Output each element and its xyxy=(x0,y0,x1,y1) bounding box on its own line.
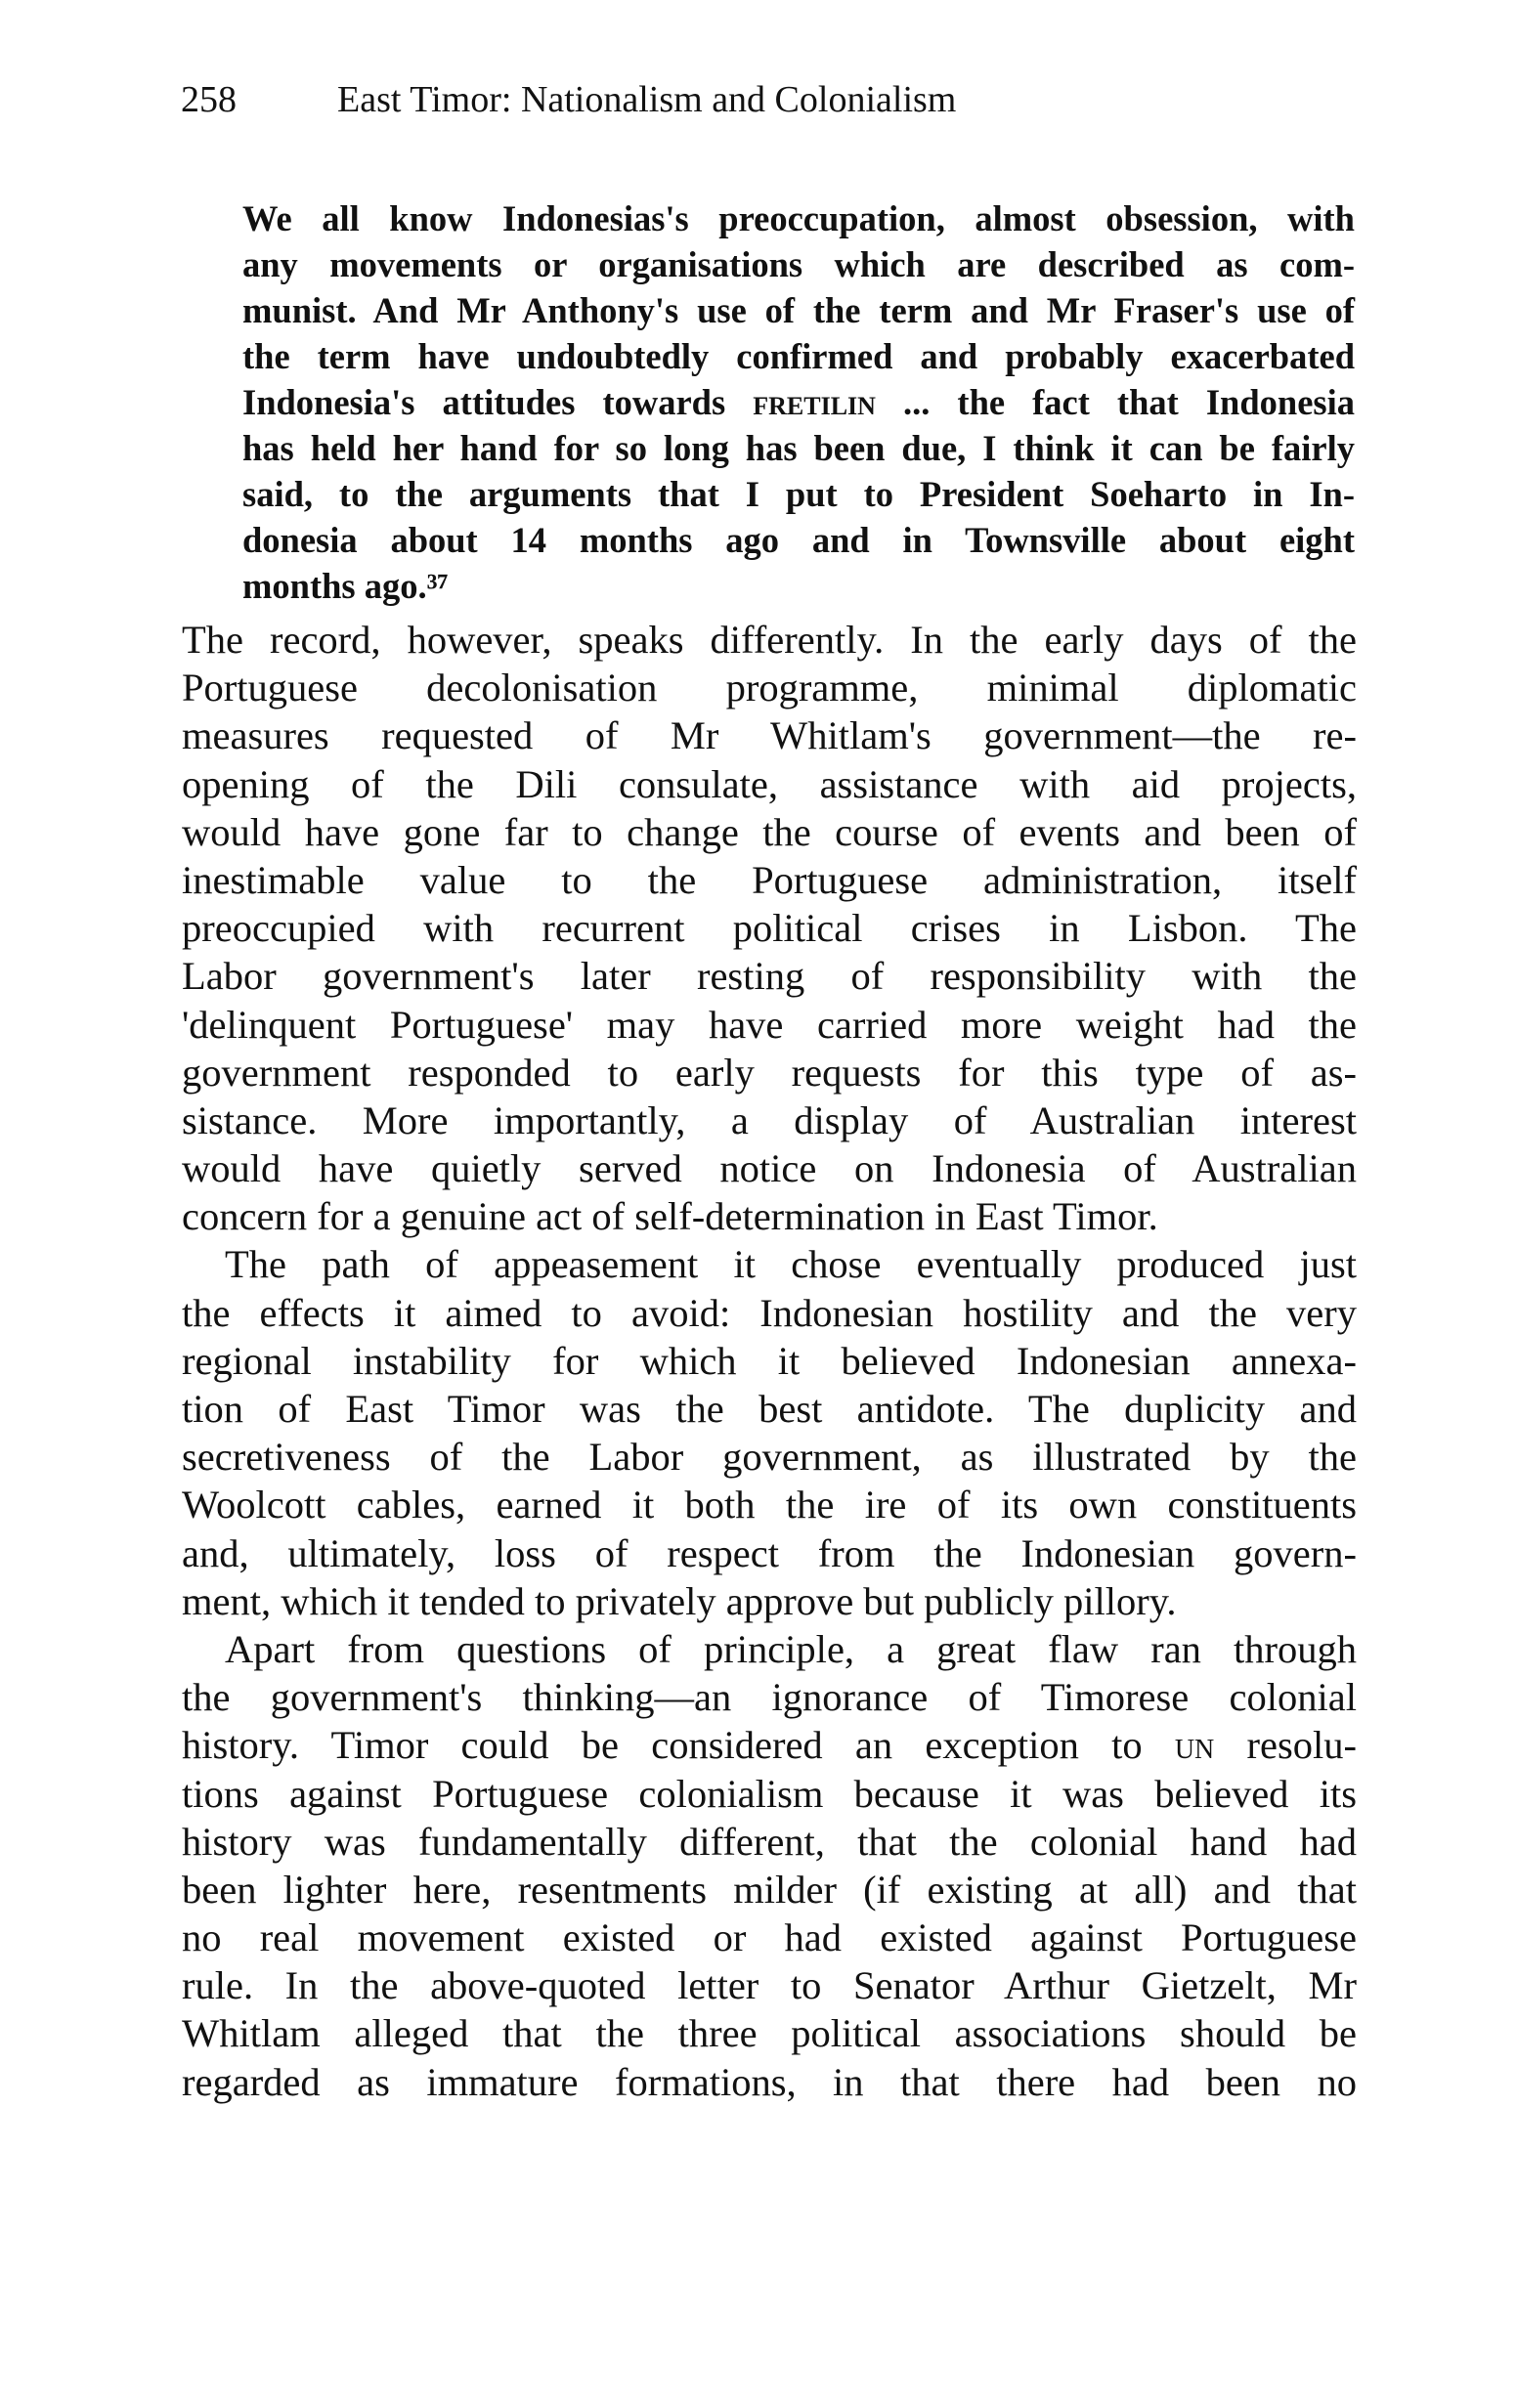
text-line: inestimable value to the Portuguese administration, itself xyxy=(182,857,1357,902)
text-line: history. Timor could be considered an exception to un resolu- xyxy=(182,1723,1357,1768)
quote-line: said, to the arguments that I put to President Soeharto in In- xyxy=(242,474,1355,514)
quote-line: months ago.³⁷ xyxy=(242,566,449,606)
text-line: rule. In the above-quoted letter to Senator Arthur Gietzelt, Mr xyxy=(182,1963,1357,2008)
text-line: tions against Portuguese colonialism because it was believed its xyxy=(182,1771,1357,1816)
text-line: Whitlam alleged that the three political associations should be xyxy=(182,2011,1357,2056)
text-line: secretiveness of the Labor government, as illustrated by the xyxy=(182,1435,1357,1480)
text-line: ment, which it tended to privately approve but publicly pillory. xyxy=(182,1578,1177,1623)
quote-line: munist. And Mr Anthony's use of the term and Mr Fraser's use of xyxy=(242,290,1355,330)
body-text xyxy=(182,616,1357,2106)
quote-line: the term have undoubtedly confirmed and probably exacerbated xyxy=(242,336,1355,376)
paragraph xyxy=(182,1625,1357,2106)
text-line: would have gone far to change the course of events and been of xyxy=(182,809,1357,854)
text-line: Woolcott cables, earned it both the ire of its own constituents xyxy=(182,1483,1357,1527)
text-line: opening of the Dili consulate, assistance with aid projects, xyxy=(182,761,1357,806)
text-line: no real movement existed or had existed against Portuguese xyxy=(182,1915,1357,1960)
text-line: history was fundamentally different, that the colonial hand had xyxy=(182,1819,1357,1864)
small-caps-abbreviation: un xyxy=(1174,1723,1215,1768)
quote-line: donesia about 14 months ago and in Townsville about eight xyxy=(242,520,1355,560)
text-line: regional instability for which it believed Indonesian annexa- xyxy=(182,1338,1357,1383)
paragraph xyxy=(182,616,1357,1240)
text-line: and, ultimately, loss of respect from the Indonesian govern- xyxy=(182,1530,1357,1575)
text-line: the government's thinking—an ignorance of Timorese colonial xyxy=(182,1675,1357,1720)
quote-line: We all know Indonesias's preoccupation, almost obsession, with xyxy=(242,198,1355,238)
text-line: measures requested of Mr Whitlam's government—the re- xyxy=(182,713,1357,758)
small-caps-abbreviation: fretilin xyxy=(753,382,876,422)
text-line: 'delinquent Portuguese' may have carried more weight had the xyxy=(182,1002,1357,1047)
text-line: the effects it aimed to avoid: Indonesian hostility and the very xyxy=(182,1290,1357,1335)
text-line: preoccupied with recurrent political crises in Lisbon. The xyxy=(182,906,1357,951)
quote-line: has held her hand for so long has been due, I think it can be fairly xyxy=(242,428,1355,468)
quote-line: any movements or organisations which are described as com- xyxy=(242,244,1355,284)
block-quote xyxy=(242,195,1355,609)
text-line: The path of appeasement it chose eventually produced just xyxy=(225,1242,1357,1287)
quote-line: Indonesia's attitudes towards fretilin ... the fact that Indonesia xyxy=(242,382,1355,422)
running-head xyxy=(181,70,1354,129)
text-line: Apart from questions of principle, a great flaw ran through xyxy=(225,1626,1357,1671)
text-line: government responded to early requests for this type of as- xyxy=(182,1050,1357,1095)
paragraph xyxy=(182,1240,1357,1625)
text-line: The record, however, speaks differently. In the early days of the xyxy=(182,618,1357,662)
text-line: concern for a genuine act of self-determination in East Timor. xyxy=(182,1194,1158,1239)
text-line: would have quietly served notice on Indonesia of Australian xyxy=(182,1146,1357,1191)
text-line: regarded as immature formations, in that there had been no xyxy=(182,2059,1357,2104)
text-line: been lighter here, resentments milder (if existing at all) and that xyxy=(182,1867,1357,1912)
running-title: East Timor: Nationalism and Colonialism xyxy=(337,79,957,120)
page-number: 258 xyxy=(181,79,237,120)
text-line: sistance. More importantly, a display of Australian interest xyxy=(182,1097,1357,1142)
text-line: Portuguese decolonisation programme, minimal diplomatic xyxy=(182,666,1357,710)
text-line: tion of East Timor was the best antidote. The duplicity and xyxy=(182,1387,1357,1431)
text-line: Labor government's later resting of responsibility with the xyxy=(182,954,1357,999)
